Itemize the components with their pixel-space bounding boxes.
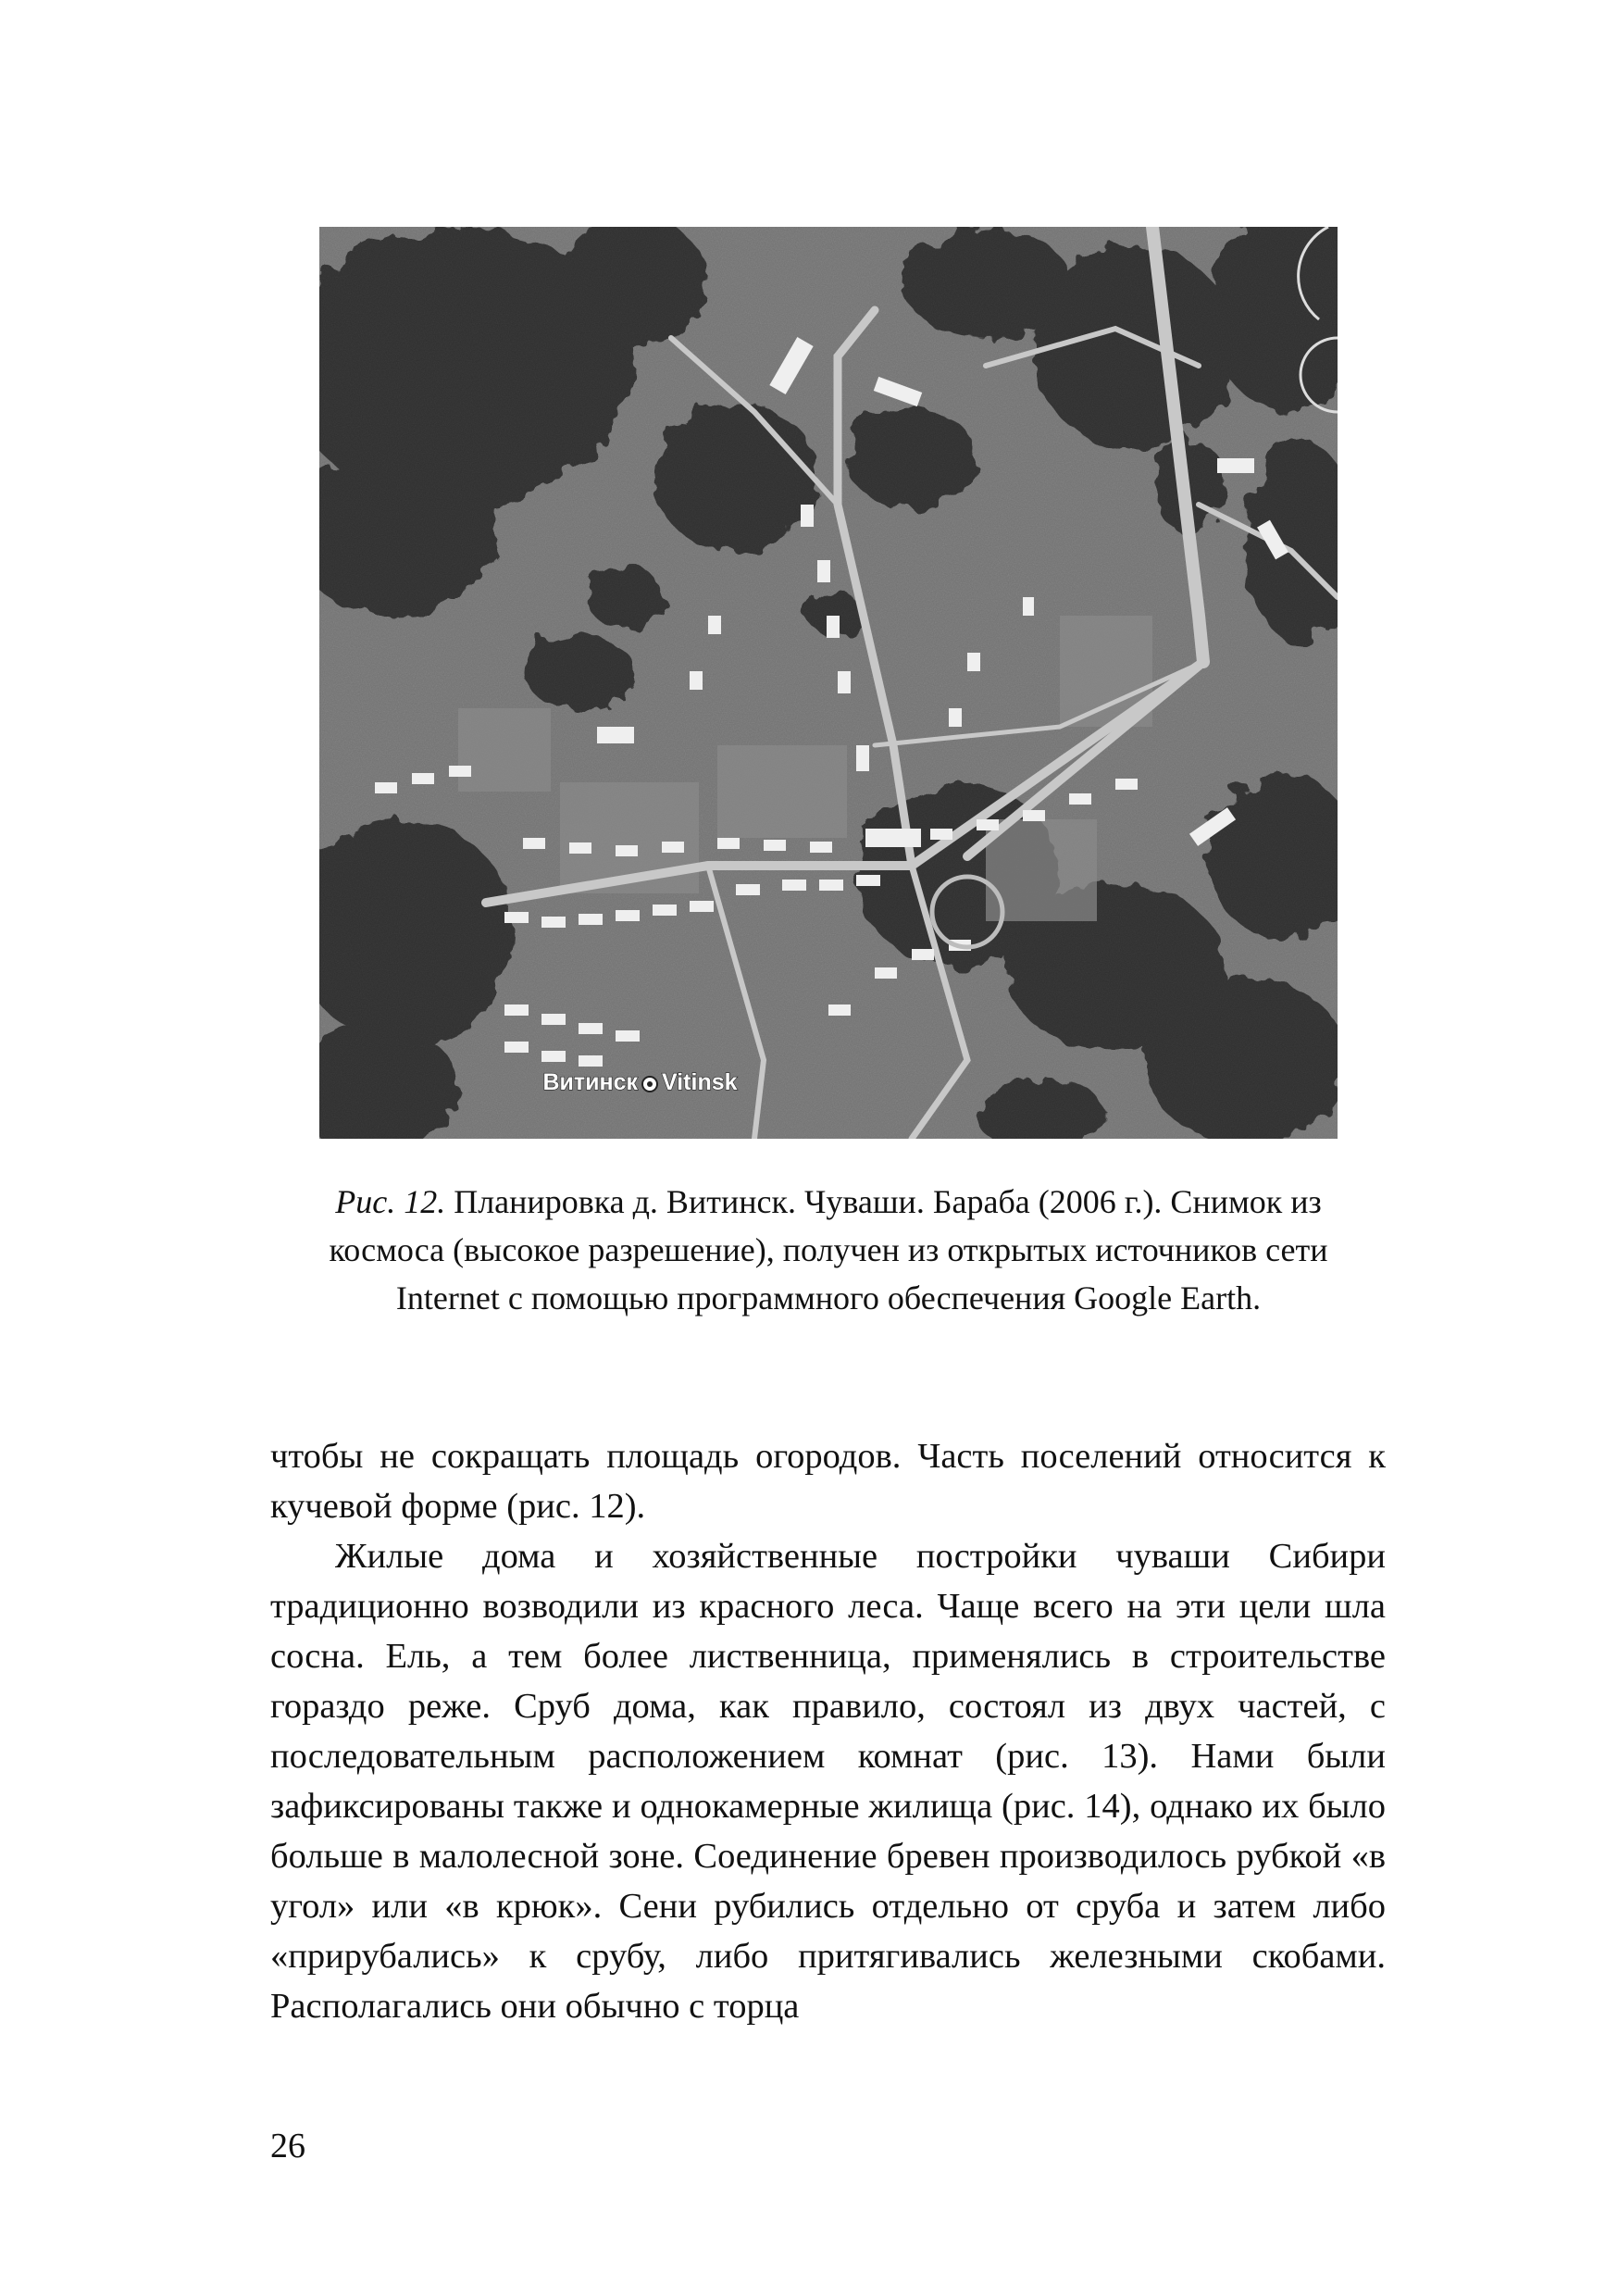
paragraph-2: Жилые дома и хозяйственные постройки чуваши Сибири традиционно возводили из красного леса. Чаще всего на эти цели шла сосна. Ель, а тем более лиственница, применялись в строительстве гораздо реже. Сруб дома, как правило, состоял из двух частей, с последовательным расположением комнат (рис. 13). Нами были зафиксированы также и однокамерные жилища (рис. 14), однако их было больше в малолесной зоне. Соединение бревен производилось рубкой «в угол» или «в крюк». Сени рубились отдельно от сруба и затем либо «прирубались» к срубу, либо притягивались железными скобами. Располагались они обычно с торца	[270, 1537, 1386, 2026]
figure-caption	[278, 1178, 1379, 1322]
place-marker-icon	[642, 1077, 657, 1092]
satellite-image	[319, 227, 1338, 1139]
figure-caption-label: Рис. 12.	[335, 1183, 446, 1220]
page-number: 26	[270, 2127, 305, 2165]
map-label-ru: Витинск	[542, 1069, 638, 1095]
body-text	[270, 1431, 1386, 2031]
paragraph-1: чтобы не сокращать площадь огородов. Часть поселений относится к кучевой форме (рис. 12).	[270, 1437, 1386, 1526]
map-label-en: Vitinsk	[662, 1069, 738, 1095]
satellite-photo-icon	[319, 227, 1338, 1139]
figure-caption-text: Планировка д. Витинск. Чуваши. Бараба (2006 г.). Снимок из космоса (высокое разрешение), получен из открытых источников сети Internet с помощью программного обеспечения Google Earth.	[329, 1183, 1328, 1316]
